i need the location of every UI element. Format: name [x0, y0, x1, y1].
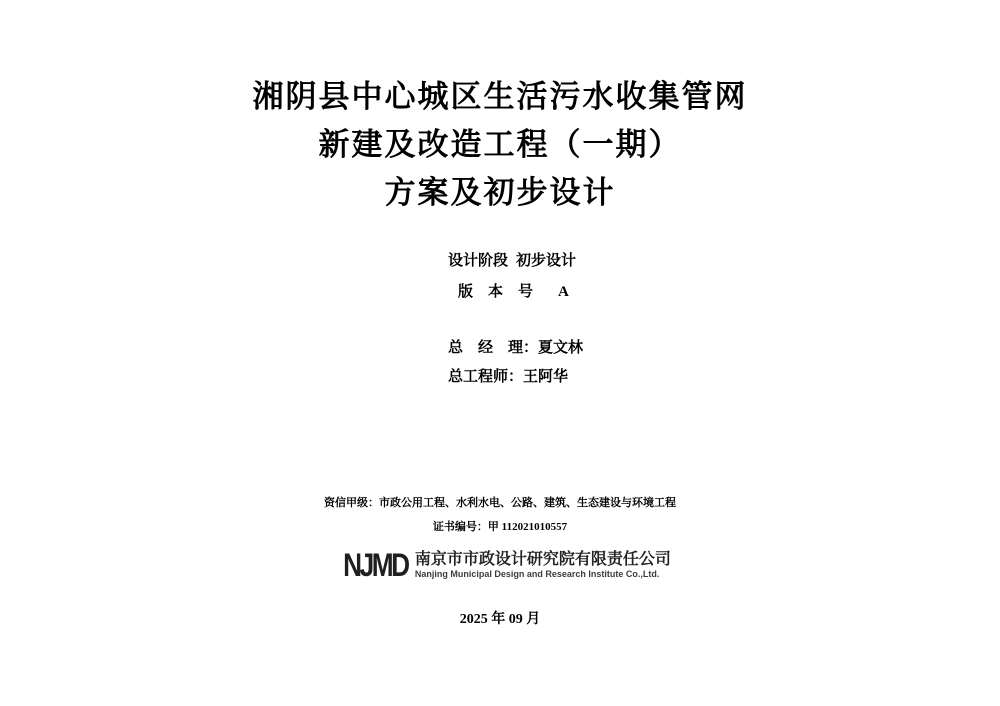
- general-manager-name: 夏文林: [538, 340, 584, 356]
- signatures-section: [448, 339, 583, 397]
- qualification-line: 资信甲级：市政公用工程、水利水电、公路、建筑、生态建设与环境工程: [324, 497, 676, 509]
- design-stage-row: [448, 252, 576, 270]
- company-name-english: Nanjing Municipal Design and Research Institute Co.,Ltd.: [414, 569, 660, 579]
- document-title: [0, 73, 1000, 217]
- company-identity: [0, 549, 1000, 581]
- version-value: A: [558, 284, 569, 300]
- version-label: 版 本 号: [458, 284, 534, 300]
- general-manager-row: [448, 339, 583, 357]
- credentials-section: [0, 496, 1000, 544]
- chief-engineer-label: 总工程师：: [448, 369, 524, 385]
- design-meta-section: [448, 252, 576, 314]
- title-line-3: 方案及初步设计: [384, 175, 616, 210]
- certificate-number-line: 证书编号：甲 112021010557: [432, 521, 568, 533]
- njmd-logo-icon: NJMD: [343, 547, 408, 583]
- design-stage-value: 初步设计: [516, 253, 577, 269]
- title-line-2: 新建及改造工程（一期）: [318, 127, 682, 162]
- chief-engineer-row: [448, 368, 583, 386]
- company-names: [415, 550, 671, 580]
- general-manager-label: 总 经 理：: [448, 340, 539, 356]
- version-row: [458, 283, 576, 301]
- title-line-1: 湘阴县中心城区生活污水收集管网: [252, 79, 748, 114]
- company-name-chinese: 南京市市政设计研究院有限责任公司: [414, 551, 671, 568]
- publication-date: 2025 年 09 月: [459, 612, 541, 627]
- design-stage-label: 设计阶段: [448, 253, 509, 269]
- chief-engineer-name: 王阿华: [523, 369, 569, 385]
